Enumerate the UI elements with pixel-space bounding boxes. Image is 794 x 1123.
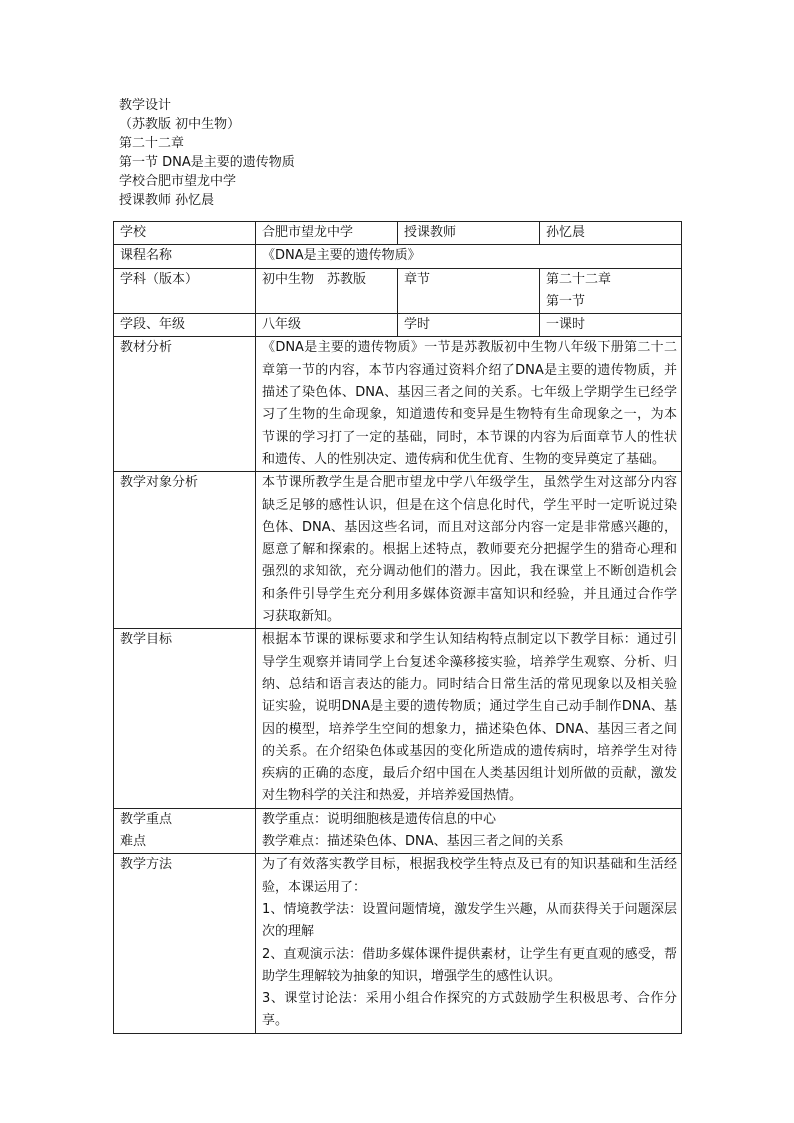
table-row-subject: [114, 268, 682, 314]
material-label: 教材分析: [114, 337, 256, 472]
subject-label: 学科（版本）: [114, 268, 256, 314]
subject-value: 初中生物 苏教版: [256, 268, 398, 314]
doc-edition: （苏教版 初中生物）: [119, 117, 241, 132]
grade-label: 学段、年级: [114, 314, 256, 337]
course-label: 课程名称: [114, 245, 256, 268]
doc-teacher: 授课教师 孙忆晨: [119, 193, 215, 208]
doc-chapter: 第二十二章: [119, 136, 185, 151]
students-label: 教学对象分析: [114, 472, 256, 629]
doc-school: 学校合肥市望龙中学: [119, 174, 237, 189]
focus-label-line-2: 难点: [120, 834, 147, 850]
material-text: 《DNA是主要的遗传物质》一节是苏教版初中生物八年级下册第二十二章第一节的内容，本节内容通过资料介绍了DNA是主要的遗传物质，并描述了染色体、DNA、基因三者之间的关系。七年级上学期学生已经学习了生物的生命现象，知道遗传和变异是生物特有生命现象之一，为本节课的学习打了一定的基础，同时，本节课的内容为后面章节人的性状和遗传、人的性别决定、遗传病和优生优育、生物的变异奠定了基础。: [256, 337, 682, 472]
school-label: 学校: [114, 222, 256, 245]
doc-title: 教学设计: [119, 98, 172, 113]
table-row-course: [114, 245, 682, 268]
goals-label: 教学目标: [114, 629, 256, 808]
document-header: [119, 96, 679, 210]
methods-label: 教学方法: [114, 854, 256, 1033]
table-row-school: [114, 222, 682, 245]
methods-item-1: 1、情境教学法：设置问题情境，激发学生兴趣，从而获得关于问题深层次的理解: [262, 901, 677, 940]
grade-value: 八年级: [256, 314, 398, 337]
table-row-students: [114, 472, 682, 629]
table-row-grade: [114, 314, 682, 337]
methods-item-2: 2、直观演示法：借助多媒体课件提供素材，让学生有更直观的感受，帮助学生理解较为抽象的知识，增强学生的感性认识。: [262, 946, 677, 984]
table-row-goals: [114, 629, 682, 808]
teacher-value: 孙忆晨: [540, 222, 682, 245]
methods-intro: 为了有效落实教学目标，根据我校学生特点及已有的知识基础和生活经验，本课运用了：: [262, 857, 677, 895]
difficulty-point: 教学难点：描述染色体、DNA、基因三者之间的关系: [262, 834, 564, 850]
methods-text: [256, 854, 682, 1033]
table-row-focus: [114, 808, 682, 854]
doc-section: 第一节 DNA是主要的遗传物质: [119, 155, 295, 170]
students-text: 本节课所教学生是合肥市望龙中学八年级学生，虽然学生对这部分内容缺乏足够的感性认识，但是在这个信息化时代，学生平时一定听说过染色体、DNA、基因这些名词，而且对这部分内容一定是非常感兴趣的，愿意了解和探索的。根据上述特点，教师要充分把握学生的猎奇心理和强烈的求知欲，充分调动他们的潜力。因此，我在课堂上不断创造机会和条件引导学生充分利用多媒体资源丰富知识和经验，并且通过合作学习获取新知。: [256, 472, 682, 629]
focus-label: [114, 808, 256, 854]
period-value: 一课时: [540, 314, 682, 337]
chapter-label: 章节: [398, 268, 540, 314]
methods-item-3: 3、课堂讨论法：采用小组合作探究的方式鼓励学生积极思考、合作分享。: [262, 991, 677, 1029]
focus-label-line-1: 教学重点: [120, 811, 173, 827]
period-label: 学时: [398, 314, 540, 337]
chapter-line-1: 第二十二章: [546, 271, 612, 287]
focus-point: 教学重点：说明细胞核是遗传信息的中心: [262, 811, 497, 827]
chapter-line-2: 第一节: [546, 293, 586, 309]
teacher-label: 授课教师: [398, 222, 540, 245]
school-value: 合肥市望龙中学: [256, 222, 398, 245]
course-value: 《DNA是主要的遗传物质》: [256, 245, 682, 268]
table-row-material: [114, 337, 682, 472]
table-row-methods: [114, 854, 682, 1033]
goals-text: 根据本节课的课标要求和学生认知结构特点制定以下教学目标：通过引导学生观察并请同学上台复述伞藻移接实验，培养学生观察、分析、归纳、总结和语言表达的能力。同时结合日常生活的常见现象以及相关验证实验，说明DNA是主要的遗传物质；通过学生自己动手制作DNA、基因的模型，培养学生空间的想象力，描述染色体、DNA、基因三者之间的关系。在介绍染色体或基因的变化所造成的遗传病时，培养学生对待疾病的正确的态度，最后介绍中国在人类基因组计划所做的贡献，激发对生物科学的关注和热爱，并培养爱国热情。: [256, 629, 682, 808]
lesson-plan-table: [113, 221, 682, 1034]
focus-text: [256, 808, 682, 854]
chapter-value: [540, 268, 682, 314]
